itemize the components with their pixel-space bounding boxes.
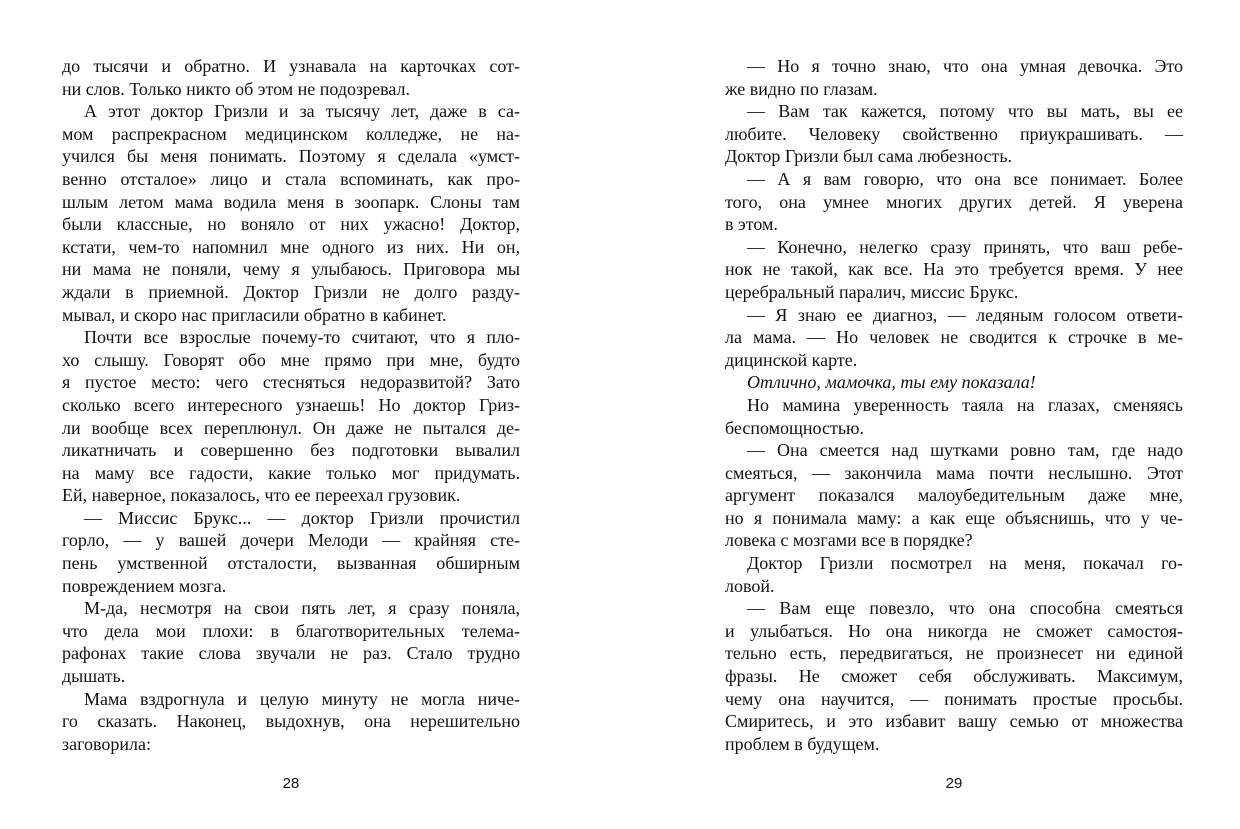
page-number-right: 29: [945, 775, 963, 792]
text-line: ждали в приемной. Доктор Гризли не долго разду-: [62, 281, 520, 302]
text-line: церебральный паралич, миссис Брукс.: [725, 281, 1019, 302]
text-line: — Вам так кажется, потому что вы мать, вы ее: [747, 101, 1183, 122]
text-line: кстати, чем-то напомнил мне одного из них. Ни он,: [62, 236, 520, 257]
text-line: Ей, наверное, показалось, что ее переехал грузовик.: [62, 485, 461, 506]
text-line: А этот доктор Гризли и за тысячу лет, даже в са-: [84, 101, 520, 122]
paragraph: [725, 55, 1183, 100]
page-right-text-column: [725, 55, 1183, 755]
text-line: — Она смеется над шутками ровно там, где надо: [747, 440, 1183, 461]
text-line: заговорила:: [62, 733, 152, 754]
page-left: [62, 0, 520, 829]
text-line: хо слышу. Говорят обо мне прямо при мне, будто: [62, 349, 520, 370]
text-line: Отлично, мамочка, ты ему показала!: [747, 372, 1036, 393]
text-line: ликатничать и совершенно без подготовки вывалил: [62, 440, 520, 461]
paragraph: [725, 552, 1183, 597]
text-line: проблем в будущем.: [725, 733, 880, 754]
page-number-left: 28: [282, 775, 300, 792]
text-line: горло, — у вашей дочери Мелоди — крайняя сте-: [62, 530, 520, 551]
paragraph: [725, 371, 1183, 394]
text-line: Смиритесь, и это избавит вашу семью от множества: [725, 711, 1183, 732]
text-line: любите. Человеку свойственно приукрашивать. —: [725, 123, 1183, 144]
page-right: [725, 0, 1183, 829]
text-line: мывал, и скоро нас пригласили обратно в кабинет.: [62, 304, 447, 325]
text-line: учился бы меня понимать. Поэтому я сделала «умст-: [62, 146, 520, 167]
paragraph: [725, 304, 1183, 372]
text-line: что дела мои плохи: в благотворительных телема-: [62, 620, 520, 641]
text-line: шлым летом мама водила меня в зоопарк. Слоны там: [62, 191, 520, 212]
text-line: Мама вздрогнула и целую минуту не могла ниче-: [84, 688, 520, 709]
text-line: того, она умнее многих других детей. Я уверена: [725, 191, 1183, 212]
paragraph: [725, 597, 1183, 755]
text-line: дицинской карте.: [725, 349, 858, 370]
text-line: Доктор Гризли был сама любезность.: [725, 146, 1013, 167]
paragraph: [62, 326, 520, 507]
text-line: до тысячи и обратно. И узнавала на карточках сот-: [62, 56, 520, 76]
text-line: же видно по глазам.: [725, 78, 878, 99]
text-line: — Но я точно знаю, что она умная девочка. Это: [747, 56, 1183, 76]
paragraph: [725, 236, 1183, 304]
text-line: — Я знаю ее диагноз, — ледяным голосом ответи-: [747, 304, 1183, 325]
text-line: — Вам еще повезло, что она способна смеяться: [747, 598, 1183, 619]
text-line: венно отсталое» лицо и стала вспоминать, как про-: [62, 168, 520, 189]
text-line: го сказать. Наконец, выдохнув, она нерешительно: [62, 711, 520, 732]
text-line: М-да, несмотря на свои пять лет, я сразу поняла,: [84, 598, 520, 619]
text-line: я пустое место: чего стесняться недоразвитой? Зато: [62, 372, 520, 393]
text-line: смеяться, — закончила мама почти неслышно. Этот: [725, 462, 1183, 483]
text-line: ловой.: [725, 575, 775, 596]
text-line: мом распрекрасном медицинском колледже, не на-: [62, 123, 520, 144]
paragraph: [62, 507, 520, 597]
text-line: были классные, но воняло от них ужасно! Доктор,: [62, 214, 520, 235]
page-left-text-column: [62, 55, 520, 755]
text-line: чему она научится, — понимать простые просьбы.: [725, 688, 1183, 709]
text-line: — Миссис Брукс... — доктор Гризли прочистил: [84, 507, 520, 528]
text-line: Доктор Гризли посмотрел на меня, покачал го-: [747, 553, 1183, 574]
text-line: Почти все взрослые почему-то считают, что я пло-: [84, 327, 520, 348]
paragraph: [62, 100, 520, 326]
text-line: беспомощностью.: [725, 417, 864, 438]
text-line: — А я вам говорю, что она все понимает. Более: [747, 168, 1183, 189]
text-line: сколько всего интересного узнаешь! Но доктор Гриз-: [62, 394, 520, 415]
text-line: и улыбаться. Но она никогда не сможет самостоя-: [725, 620, 1183, 641]
text-line: пень умственной отсталости, вызванная обширным: [62, 553, 520, 574]
paragraph: [62, 688, 520, 756]
paragraph: [62, 597, 520, 687]
text-line: на маму все гадости, какие только мог придумать.: [62, 462, 520, 483]
text-line: фразы. Не сможет себя обслуживать. Максимум,: [725, 666, 1183, 687]
paragraph: [725, 439, 1183, 552]
text-line: ни слов. Только никто об этом не подозревал.: [62, 78, 411, 99]
text-line: в этом.: [725, 214, 778, 235]
paragraph: [62, 55, 520, 100]
paragraph: [725, 394, 1183, 439]
text-line: рафонах такие слова звучали не раз. Стало трудно: [62, 643, 520, 664]
text-line: — Конечно, нелегко сразу принять, что ваш ребе-: [747, 236, 1183, 257]
text-line: ловека с мозгами все в порядке?: [725, 530, 973, 551]
text-line: дышать.: [62, 666, 126, 687]
text-line: ла мама. — Но человек не сводится к строчке в ме-: [725, 327, 1183, 348]
paragraph: [725, 168, 1183, 236]
text-line: ни мама не поняли, чему я улыбаюсь. Приговора мы: [62, 259, 520, 280]
text-line: тельно есть, передвигаться, не произнесет ни единой: [725, 643, 1183, 664]
text-line: Но мамина уверенность таяла на глазах, сменяясь: [747, 394, 1183, 415]
text-line: нок не такой, как все. На это требуется время. У нее: [725, 259, 1183, 280]
text-line: но я понимала маму: а как еще объяснишь, что у че-: [725, 507, 1183, 528]
text-line: повреждением мозга.: [62, 575, 227, 596]
text-line: ли вообще всех переплюнул. Он даже не пытался де-: [62, 417, 520, 438]
text-line: аргумент показался малоубедительным даже мне,: [725, 485, 1183, 506]
paragraph: [725, 100, 1183, 168]
